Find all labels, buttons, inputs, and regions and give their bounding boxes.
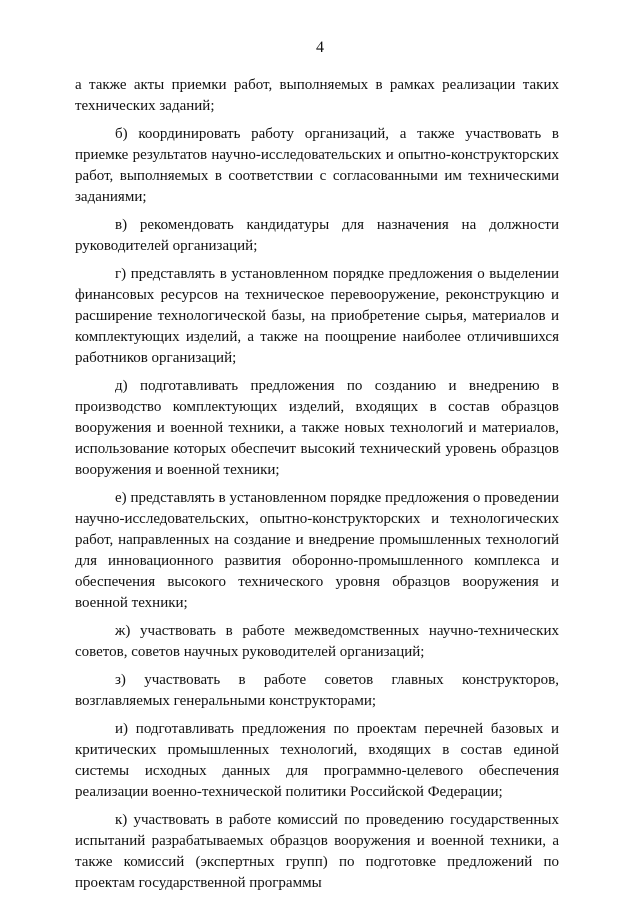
paragraph-item-zh: ж) участвовать в работе межведомственных научно-технических советов, советов научных руководителей организаций; [75,623,559,660]
paragraph-item-d: д) подготавливать предложения по созданию и внедрению в производство комплектующих изделий, входящих в состав образцов вооружения и военной техники, а также новых технологий и материалов, использование которых обеспечит высокий технический уровень образцов вооружения и военной техники; [75,378,559,478]
paragraph-continuation: а также акты приемки работ, выполняемых в рамках реализации таких технических заданий; [75,77,559,114]
paragraph-item-v: в) рекомендовать кандидатуры для назначения на должности руководителей организаций; [75,217,559,254]
paragraph-item-b: б) координировать работу организаций, а также участвовать в приемке результатов научно-исследовательских и опытно-конструкторских работ, выполняемых в соответствии с согласованными им техническими заданиями; [75,126,559,205]
page-number: 4 [316,39,324,56]
paragraph-item-e: е) представлять в установленном порядке предложения о проведении научно-исследовательских, опытно-конструкторских и технологических работ, направленных на создание и внедрение промышленных технологий для инновационного развития оборонно-промышленного комплекса и обеспечения высокого технического уровня образцов вооружения и военной техники; [75,490,559,611]
paragraph-item-k: к) участвовать в работе комиссий по проведению государственных испытаний разрабатываемых образцов вооружения и военной техники, а также комиссий (экспертных групп) по подготовке предложений по проектам государственной программы [75,812,559,891]
paragraph-item-z: з) участвовать в работе советов главных конструкторов, возглавляемых генеральными конструкторами; [75,672,559,709]
document-body [75,75,559,901]
paragraph-item-g: г) представлять в установленном порядке предложения о выделении финансовых ресурсов на техническое перевооружение, реконструкцию и расширение технологической базы, на приобретение сырья, материалов и комплектующих изделий, а также на поощрение наиболее отличившихся работников организаций; [75,266,559,366]
paragraph-item-i: и) подготавливать предложения по проектам перечней базовых и критических промышленных технологий, входящих в состав единой системы исходных данных для программно-целевого обеспечения реализации военно-технической политики Российской Федерации; [75,721,559,800]
